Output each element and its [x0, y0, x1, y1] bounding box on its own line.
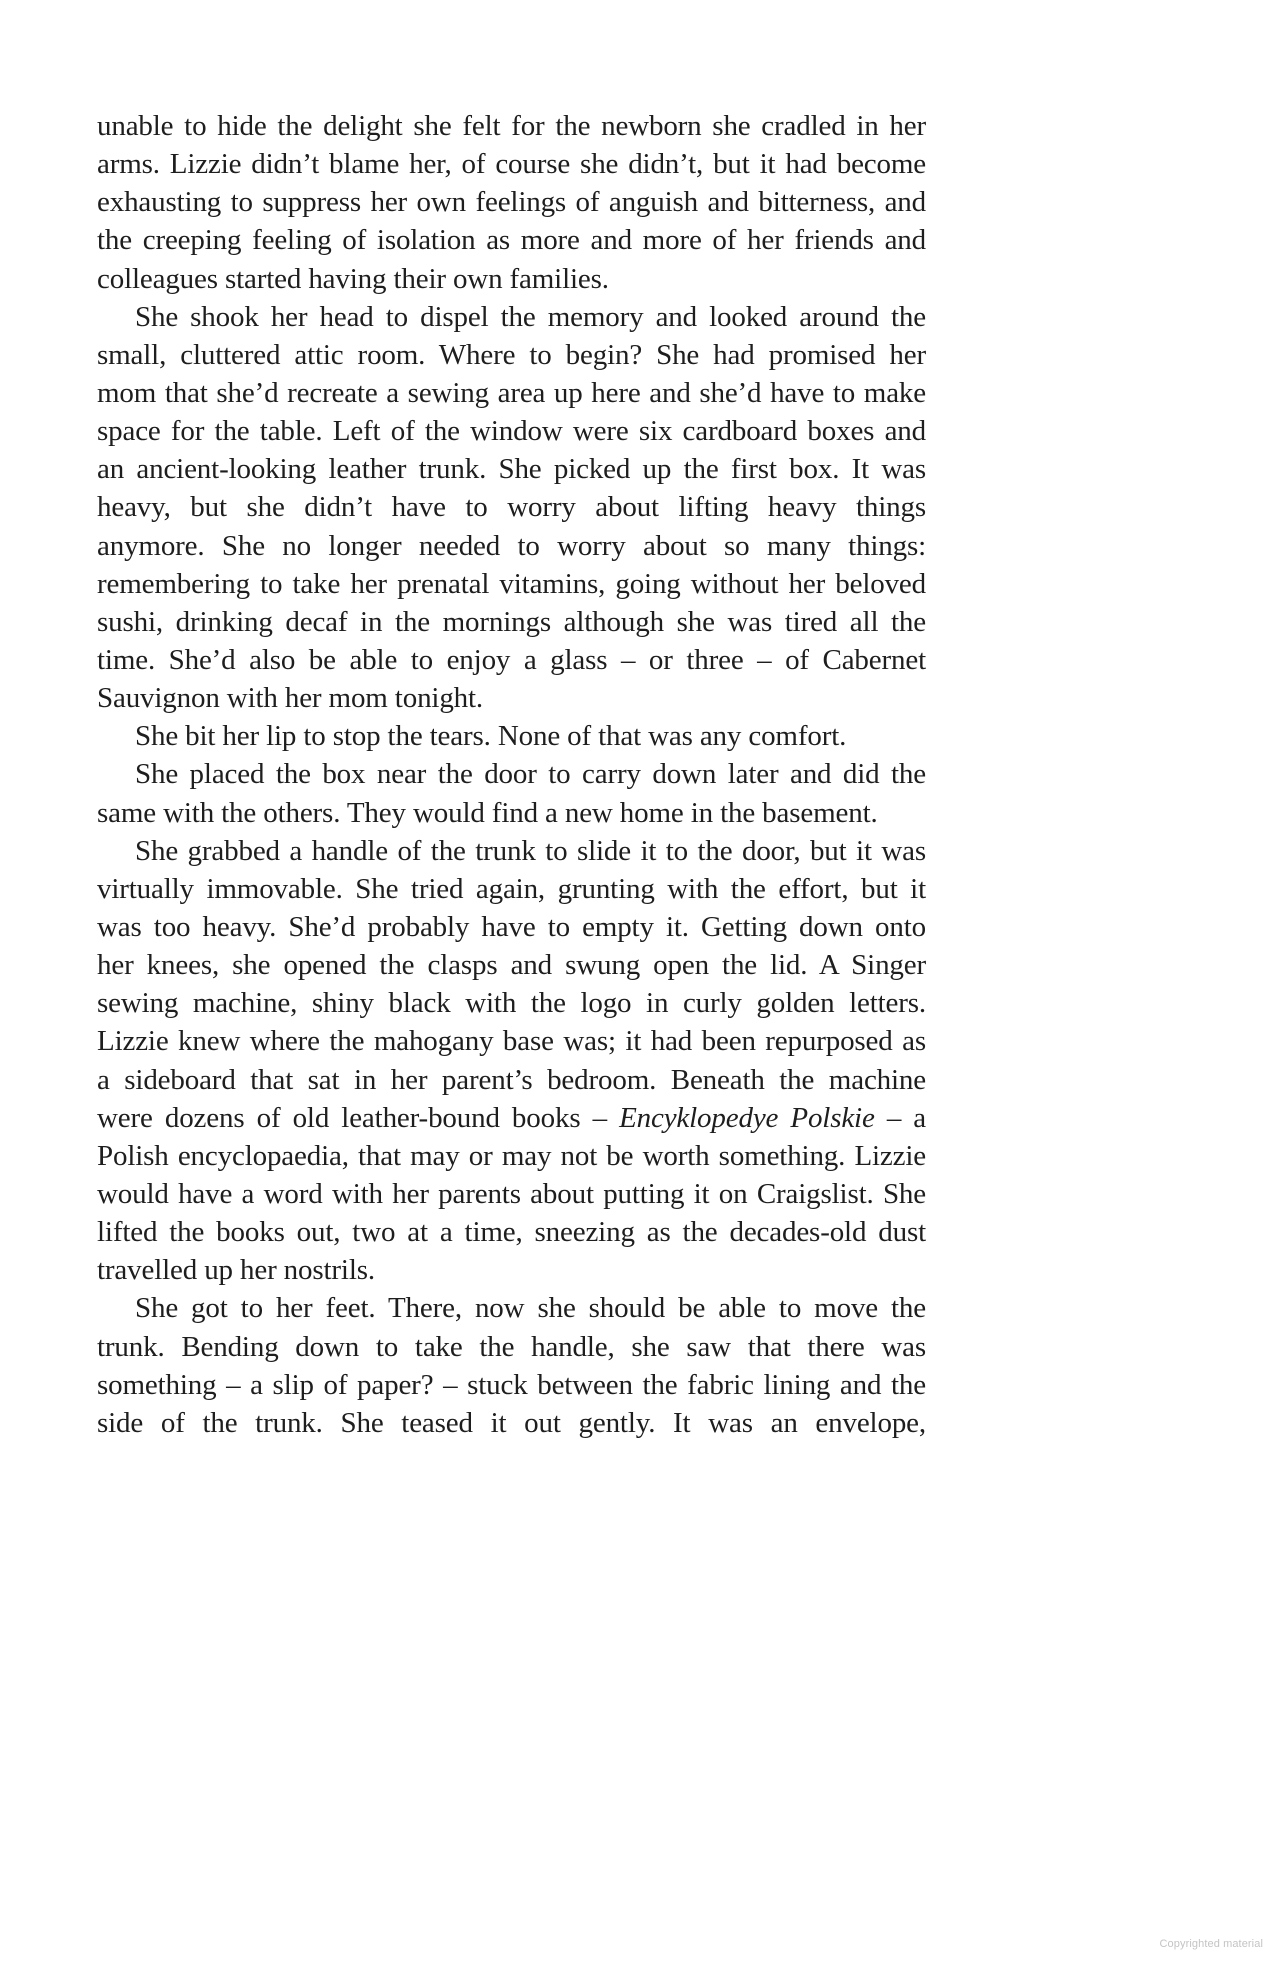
text-line: Lizzie knew where the mahogany base was; it had been repurposed as — [97, 1025, 926, 1058]
text-line: same with the others. They would find a new home in the basement. — [97, 796, 878, 829]
italic-book-title: Encyklopedye Polskie — [619, 1101, 875, 1134]
text-line: She bit her lip to stop the tears. None of that was any comfort. — [135, 720, 847, 753]
text-line: She grabbed a handle of the trunk to slide it to the door, but it was — [135, 834, 926, 867]
paragraph — [97, 832, 926, 1290]
text-line: arms. Lizzie didn’t blame her, of course she didn’t, but it had become — [97, 148, 926, 181]
text-line: remembering to take her prenatal vitamins, going without her beloved — [97, 567, 926, 600]
text-line: exhausting to suppress her own feelings of anguish and bitterness, and — [97, 186, 926, 219]
text-line: would have a word with her parents about putting it on Craigslist. She — [97, 1177, 926, 1210]
text-line: anymore. She no longer needed to worry about so many things: — [97, 529, 926, 562]
text-line: She shook her head to dispel the memory and looked around the — [135, 300, 926, 333]
text-line: her knees, she opened the clasps and swung open the lid. A Singer — [97, 949, 926, 982]
paragraph — [97, 298, 926, 718]
text-line: time. She’d also be able to enjoy a glass – or three – of Cabernet — [97, 643, 926, 676]
paragraph — [97, 717, 926, 755]
copyright-watermark: Copyrighted material — [1159, 1938, 1263, 1950]
text-line: virtually immovable. She tried again, grunting with the effort, but it — [97, 872, 926, 905]
text-line: the creeping feeling of isolation as more and more of her friends and — [97, 224, 926, 257]
text-line: heavy, but she didn’t have to worry about lifting heavy things — [97, 491, 926, 524]
paragraph — [97, 755, 926, 831]
text-line: small, cluttered attic room. Where to begin? She had promised her — [97, 338, 926, 371]
text-line: unable to hide the delight she felt for the newborn she cradled in her — [97, 110, 926, 142]
text-line: sewing machine, shiny black with the logo in curly golden letters. — [97, 987, 926, 1020]
text-line: mom that she’d recreate a sewing area up here and she’d have to make — [97, 376, 926, 409]
text-fragment: were dozens of old leather-bound books – — [97, 1101, 620, 1134]
text-line: sushi, drinking decaf in the mornings although she was tired all the — [97, 605, 926, 638]
text-line: space for the table. Left of the window were six cardboard boxes and — [97, 415, 926, 448]
paragraph — [97, 1289, 926, 1442]
text-line: lifted the books out, two at a time, sneezing as the decades-old dust — [97, 1216, 926, 1249]
text-line: was too heavy. She’d probably have to empty it. Getting down onto — [97, 910, 926, 943]
text-line: She got to her feet. There, now she should be able to move the — [135, 1292, 926, 1325]
text-fragment: – a — [874, 1101, 927, 1134]
text-line: colleagues started having their own families. — [97, 262, 609, 295]
text-line: Polish encyclopaedia, that may or may not be worth something. Lizzie — [97, 1139, 926, 1172]
text-line: something – a slip of paper? – stuck between the fabric lining and the — [97, 1368, 926, 1401]
text-line-with-italic-title — [97, 1099, 926, 1137]
text-line: travelled up her nostrils. — [97, 1254, 375, 1287]
text-line: Sauvignon with her mom tonight. — [97, 682, 484, 715]
text-line: trunk. Bending down to take the handle, she saw that there was — [97, 1330, 926, 1363]
text-line: a sideboard that sat in her parent’s bedroom. Beneath the machine — [97, 1063, 926, 1096]
text-line: an ancient-looking leather trunk. She picked up the first box. It was — [97, 453, 926, 486]
text-line: side of the trunk. She teased it out gently. It was an envelope, — [97, 1406, 926, 1439]
text-line: She placed the box near the door to carry down later and did the — [135, 758, 926, 791]
page-body-text — [97, 107, 926, 1442]
paragraph — [97, 107, 926, 298]
